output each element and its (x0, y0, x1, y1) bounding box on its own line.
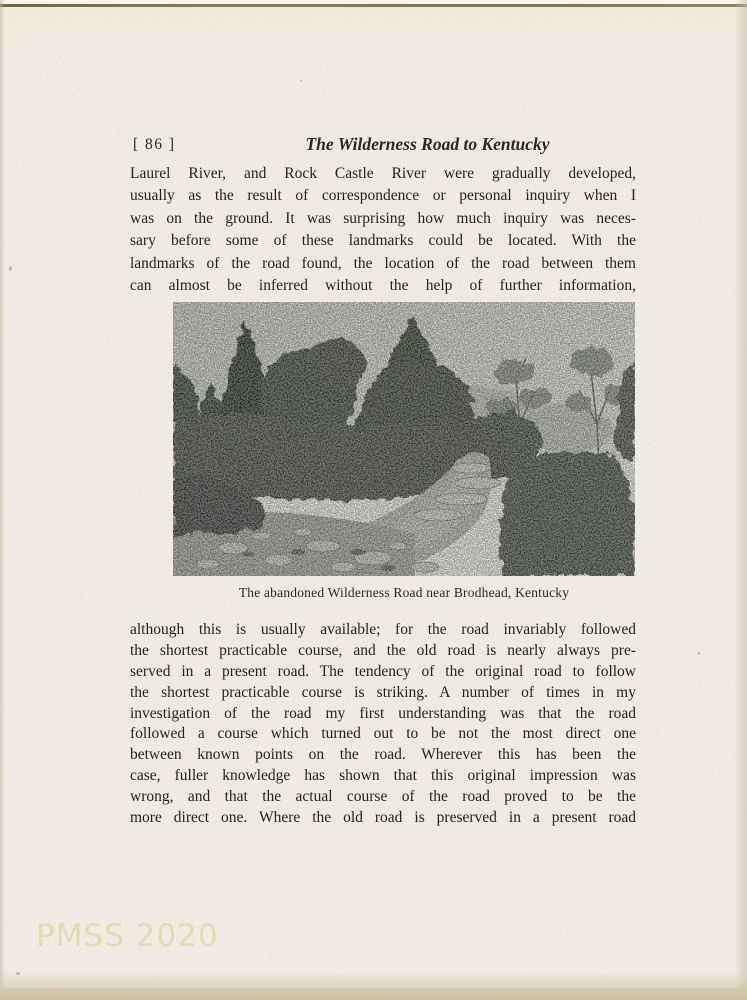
text-line: followed a course which turned out to be not the most direct one (130, 725, 636, 743)
text-line: usually as the result of correspondence or personal inquiry when I (130, 187, 636, 205)
photo-grain-light (173, 302, 635, 576)
dust-speck (698, 652, 700, 655)
dust-speck (300, 80, 302, 82)
paper-tint-band (0, 7, 747, 43)
running-title: The Wilderness Road to Kentucky (305, 134, 550, 154)
text-line: case, fuller knowledge has shown that this original impression was (130, 767, 636, 785)
pmss-watermark: PMSS 2020 (36, 918, 219, 954)
scan-edge-left (0, 0, 5, 1000)
scan-edge-bottom-shadow (0, 972, 747, 988)
figure-caption: The abandoned Wilderness Road near Brodhead, Kentucky (238, 585, 570, 600)
text-line: more direct one. Where the old road is preserved in a present road (130, 809, 636, 827)
scan-edge-right (735, 0, 747, 1000)
wilderness-road-photo (173, 302, 635, 576)
text-line: although this is usually available; for the road invariably followed (130, 621, 636, 638)
text-line: the shortest practicable course, and the old road is nearly always pre- (130, 641, 636, 659)
text-line: landmarks of the road found, the location of the road between them (130, 254, 636, 272)
text-line: served in a present road. The tendency of the original road to follow (130, 662, 636, 680)
page-number: [ 86 ] (133, 136, 176, 153)
scan-edge-bottom (0, 988, 747, 1000)
text-line: wrong, and that the actual course of the road proved to be the (130, 788, 636, 806)
text-line: investigation of the road my first understanding was that the road (130, 704, 636, 722)
paragraph-top (130, 163, 636, 297)
text-line: between known points on the road. Wherever this has been the (130, 746, 636, 764)
text-line: Laurel River, and Rock Castle River were gradually developed, (130, 165, 636, 182)
dust-speck (16, 972, 20, 975)
text-line: sary before some of these landmarks could be located. With the (130, 232, 636, 250)
text-line: was on the ground. It was surprising how much inquiry was neces- (130, 209, 636, 227)
figure-photograph (173, 302, 635, 576)
text-line: can almost be inferred without the help of further information, (130, 276, 636, 294)
text-line: the shortest practicable course is striking. A number of times in my (130, 683, 636, 701)
paragraph-bottom (130, 620, 636, 829)
dust-speck (9, 266, 12, 271)
